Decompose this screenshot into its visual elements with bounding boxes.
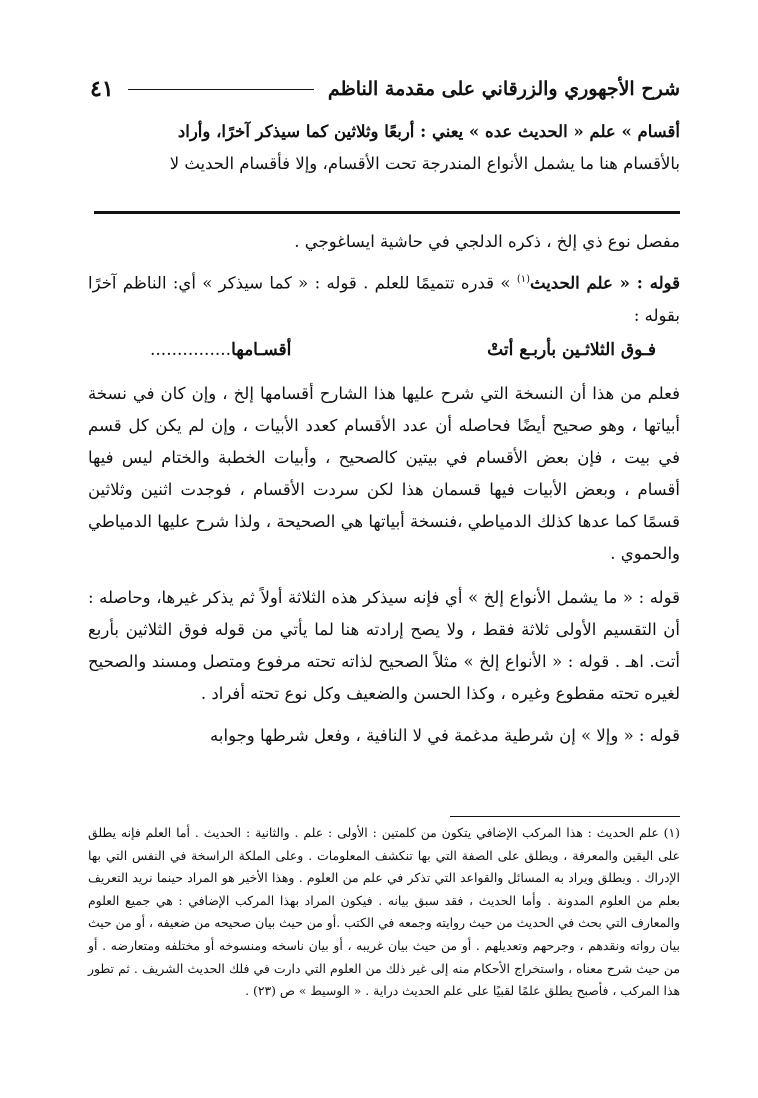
running-title: شرح الأجهوري والزرقاني على مقدمة الناظم [327, 78, 680, 100]
page-number: ٤١ [90, 76, 114, 102]
footnote-block [88, 822, 680, 1003]
main-text-line-1: أقسام » علم « الحديث عده » يعني : أربعًا وثلاثين كما سيذكر آخرًا، وأراد [177, 122, 680, 141]
commentary-paragraph-2: قوله : « علم الحديث$^{(١)}$ » قدره تتميمًا للعلم . قوله : « كما سيذكر » أي: الناظم آخرًا بقوله : [88, 273, 681, 325]
main-text-line-2: بالأقسام هنا ما يشمل الأنواع المندرجة تحت الأقسام، وإلا فأقسام الحديث لا [169, 154, 680, 173]
footnote-rule [450, 816, 680, 817]
commentary-paragraph-1: مفصل نوع ذي إلخ ، ذكره الدلجي في حاشية ايساغوجي . [294, 232, 680, 251]
commentary-separator-rule [94, 211, 680, 214]
commentary-block-2 [88, 378, 680, 752]
verse-ellipsis: ............... [150, 340, 232, 360]
verse-hemistich-left: أقسـامها............... [150, 340, 292, 360]
commentary-paragraph-3: فعلم من هذا أن النسخة التي شرح عليها هذا الشارح أقسامها إلخ ، وإن كان في نسخة أبياتها ، وهو صحيح أيضًا فحاصله أن عدد الأقسام كعدد الأبيات ، وإن لم يكن كل قسم في بيت ، فإن بعض الأقسام في بيتين كالصحيح ، وأبيات الخطبة والختام ليس فيها أقسام ، وبعض الأبيات فيها قسمان هذا لكن سردت الأقسام ، فوجدت اثنين وثلاثين قسمًا كما عدها كذلك الدمياطي ،فنسخة أبياتها هي الصحيحة ، ولذا شرح عليها الدمياطي والحموي . [88, 384, 680, 563]
verse-line [150, 340, 656, 360]
footnote-text: (١) علم الحديث : هذا المركب الإضافي يتكون من كلمتين : الأولى : علم . والثانية : الحديث . أما العلم فإنه يطلق على اليقين والمعرفة ، ويطلق على الصفة التي بها تنكشف المعلومات . وعلى الملكة الراسخة في النفس التي بها الإدراك . ويطلق ويراد به المسائل والقواعد التي تذكر في علم من العلوم . وهذا الأخير هو المراد حينما نريد التعريف بعلم من العلوم المدونة . وأما الحديث ، فقد سبق بيانه . فيكون المراد بهذا المركب الإضافي : هي جميع العلوم والمعارف التي بحث في الحديث من حيث روايته وجمعه في الكتب .أو من حيث بيان صحيحه من ضعيفه ، أو من حيث بيان رواته ونقدهم ، وجرحهم وتعديلهم . أو من حيث بيان غريبه ، أو بيان ناسخه ومنسوخه أو مختلفه ومتعارضه . أو من حيث شرح معناه ، واستخراج الأحكام منه إلى غير ذلك من العلوم التي دارت في فلك الحديث الشريف . ثم تطور هذا المركب ، فأصبح يطلق علمًا لقبيًا على علم الحديث دراية . « الوسيط » ص (٢٣) . [88, 825, 680, 999]
header-rule [128, 89, 314, 90]
footnote-marker: (١) [516, 274, 530, 285]
commentary-block-1 [88, 226, 680, 332]
running-header [90, 72, 680, 106]
main-text-continuation [88, 116, 680, 180]
commentary-paragraph-4: قوله : « ما يشمل الأنواع إلخ » أي فإنه سيذكر هذه الثلاثة أولاً ثم يذكر غيرها، وحاصله : أن التقسيم الأولى ثلاثة فقط ، ولا يصح إرادته هنا لما يأتي من قوله فوق الثلاثين بأربع أتت. اهـ . قوله : « الأنواع إلخ » مثلاً الصحيح لذاته تحته مرفوع ومتصل ومسند والصحيح لغيره تحته مقطوع وغيره ، وكذا الحسن والضعيف وكل نوع تحته أفراد . [88, 588, 680, 703]
commentary-paragraph-5: قوله : « وإلا » إن شرطية مدغمة في لا النافية ، وفعل شرطها وجوابه [210, 726, 680, 745]
verse-hemistich-right: فـوق الثلاثـين بأربـع أتتْ [487, 340, 656, 360]
